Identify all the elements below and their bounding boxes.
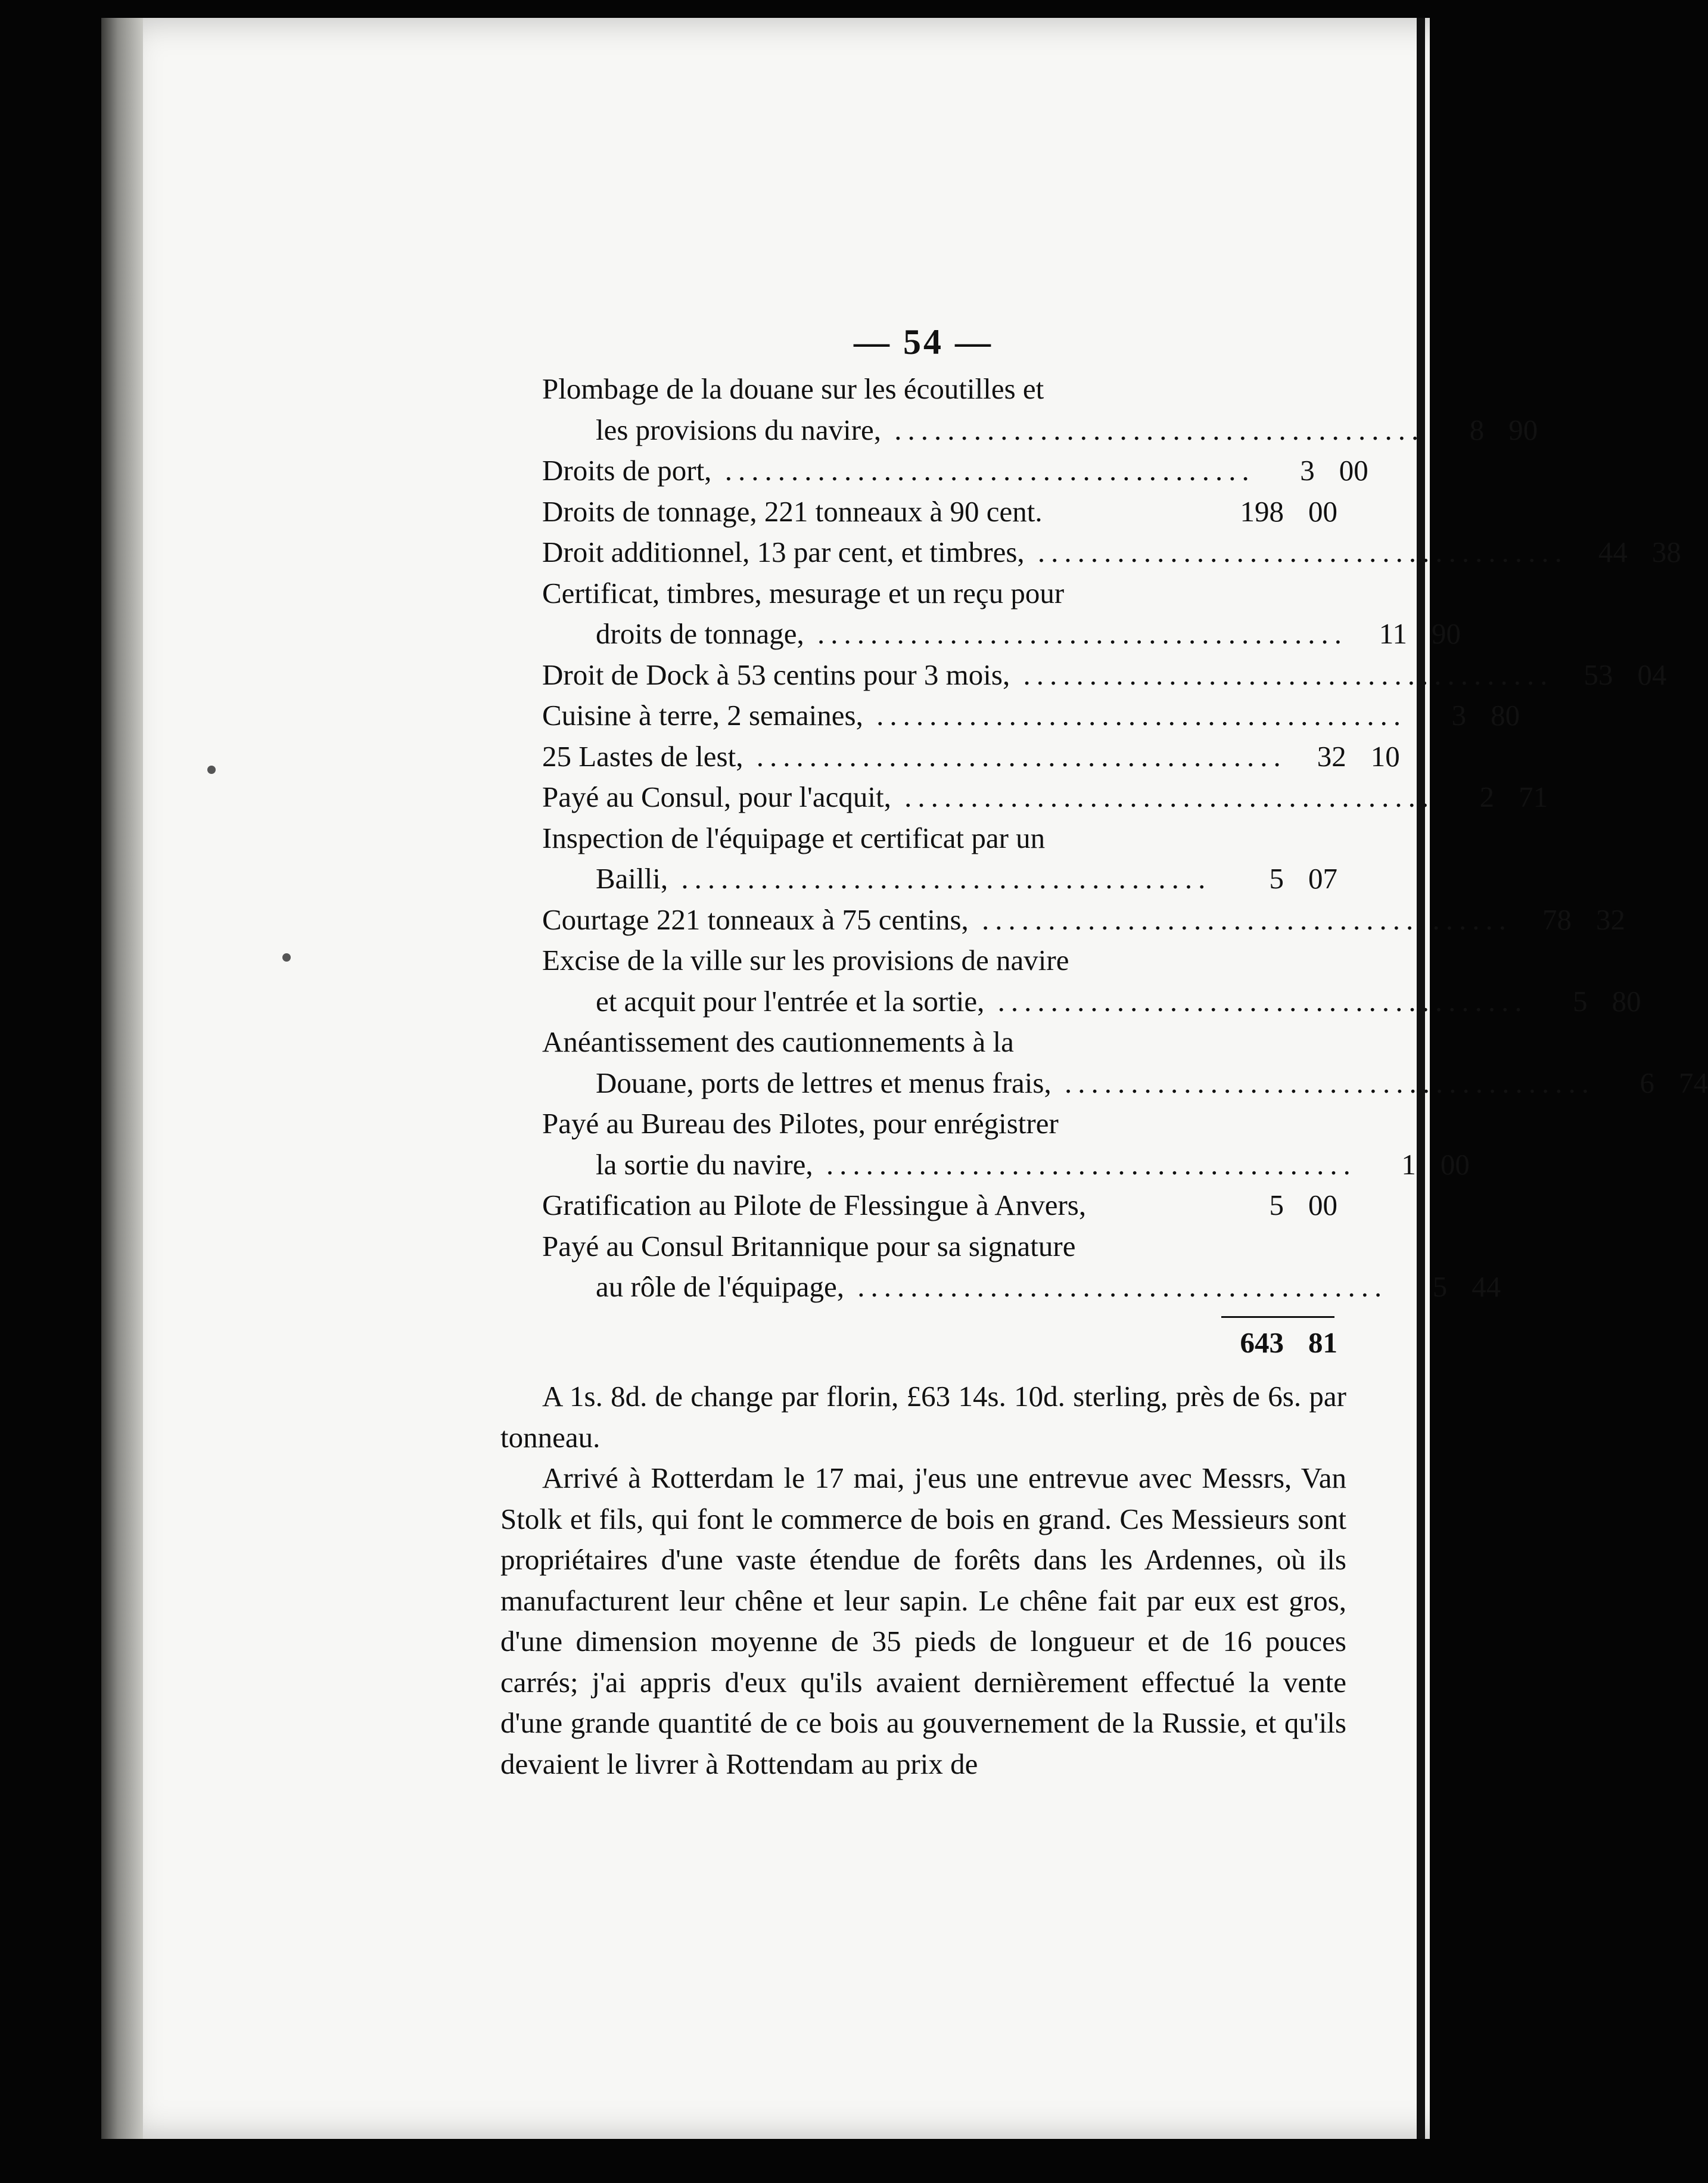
ledger-entry bbox=[542, 492, 1337, 533]
leader-dots: ........................................ bbox=[881, 413, 1425, 446]
amount-major: 6 bbox=[1639, 1066, 1654, 1099]
ledger-entry-text: Anéantissement des cautionnements à la bbox=[542, 1025, 1014, 1058]
amount-major: 3 bbox=[1300, 454, 1315, 487]
amount-major: 44 bbox=[1598, 536, 1628, 568]
ledger-entry bbox=[542, 1185, 1337, 1226]
ledger-entry bbox=[542, 614, 1461, 655]
amount-minor: 90 bbox=[1508, 413, 1538, 446]
ledger-total bbox=[542, 1323, 1337, 1364]
ledger-entry-label bbox=[542, 410, 1424, 451]
ledger-amount bbox=[1528, 981, 1641, 1022]
ledger-amount bbox=[1200, 1185, 1337, 1226]
ledger-amount bbox=[1387, 1267, 1501, 1308]
leader-dots: ........................................ bbox=[804, 617, 1348, 650]
amount-major: 32 bbox=[1317, 739, 1346, 773]
amount-minor: 00 bbox=[1339, 454, 1368, 487]
amount-minor: 44 bbox=[1471, 1270, 1501, 1303]
ledger-entry bbox=[542, 900, 1626, 941]
amount-major: 78 bbox=[1542, 903, 1572, 936]
book-spine-shadow bbox=[101, 18, 143, 2139]
amount-minor: 90 bbox=[1431, 617, 1461, 650]
ledger-entry-line bbox=[542, 940, 1337, 981]
leader-dots: ........................................ bbox=[891, 780, 1435, 813]
ledger-entry-label-text: Droits de port, bbox=[542, 454, 712, 487]
ledger-entry-label-text: Gratification au Pilote de Flessingue à Anvers, bbox=[542, 1189, 1087, 1221]
ledger-entry bbox=[542, 655, 1667, 696]
ledger-entry-label-text: Payé au Consul, pour l'acquit, bbox=[542, 780, 891, 813]
amount-minor: 80 bbox=[1611, 984, 1641, 1018]
ledger-amount bbox=[1211, 859, 1337, 900]
ledger-entry-label bbox=[542, 492, 1200, 533]
ledger-entry-text: Plombage de la douane sur les écoutilles et bbox=[542, 372, 1044, 405]
ledger-entry bbox=[542, 1145, 1470, 1186]
amount-major: 5 bbox=[1269, 862, 1284, 895]
ledger-entry-text: Payé au Consul Britannique pour sa signature bbox=[542, 1229, 1076, 1262]
leader-dots: ........................................ bbox=[813, 1148, 1357, 1181]
ledger-amount bbox=[1255, 450, 1368, 492]
ledger-entry-text: Inspection de l'équipage et certificat par un bbox=[542, 821, 1046, 854]
ledger-entry-label-text: 25 Lastes de lest, bbox=[542, 739, 743, 773]
amount-major: 198 bbox=[1240, 495, 1284, 528]
leader-dots: ........................................ bbox=[1010, 658, 1554, 691]
exchange-paragraph: A 1s. 8d. de change par florin, £63 14s. 10d. sterling, près de 6s. par tonneau. bbox=[500, 1380, 1346, 1454]
ledger-entry-line bbox=[542, 573, 1337, 614]
ledger-entry bbox=[542, 1063, 1708, 1104]
ledger-entry-label bbox=[542, 1063, 1595, 1104]
leader-dots: ........................................ bbox=[984, 984, 1528, 1018]
amount-major: 8 bbox=[1469, 413, 1485, 446]
ledger-entry bbox=[542, 450, 1368, 492]
ledger-entry-label-text: Cuisine à terre, 2 semaines, bbox=[542, 699, 863, 732]
amount-major: 5 bbox=[1432, 1270, 1448, 1303]
ledger-entry-line bbox=[542, 1103, 1337, 1145]
ledger-entry-label bbox=[542, 695, 1407, 736]
ledger-amount bbox=[1287, 736, 1400, 778]
page-number: — 54 — bbox=[854, 322, 993, 362]
ink-speck bbox=[207, 766, 216, 774]
total-amount-minor: 81 bbox=[1308, 1326, 1337, 1359]
amount-minor: 32 bbox=[1596, 903, 1626, 936]
amount-major: 53 bbox=[1583, 658, 1613, 691]
amount-major: 1 bbox=[1401, 1148, 1416, 1181]
ledger-amount bbox=[1424, 410, 1538, 451]
leader-dots: ........................................ bbox=[863, 699, 1407, 732]
rotterdam-paragraph: Arrivé à Rotterdam le 17 mai, j'eus une entrevue avec Messrs, Van Stolk et fils, qui font le commerce de bois en grand. Ces Messieurs sont propriétaires d'une vaste étendue de forêts dans les Ardennes, où ils manufacturent leur chêne et leur sapin. Le chêne fait par eux est gros, d'une dimension moyenne de 35 pieds de longueur et de 16 pouces carrés; j'ai appris d'eux qu'ils avaient dernièrement effectué la vente d'une grande quantité de ce bois au gouvernement de la Russie, et qu'ils devaient le livrer à Rottendam au prix de bbox=[500, 1461, 1346, 1780]
ledger-amount bbox=[1200, 492, 1337, 533]
leader-dots: ........................................ bbox=[968, 903, 1513, 936]
ledger-entry-label bbox=[542, 981, 1528, 1022]
ledger-entry bbox=[542, 981, 1641, 1022]
ledger-entry-label-text: Droit additionnel, 13 par cent, et timbres, bbox=[542, 536, 1025, 568]
ledger-entry-label bbox=[542, 655, 1553, 696]
ledger-entry-label-text: Douane, ports de lettres et menus frais, bbox=[596, 1066, 1051, 1099]
ledger-amount bbox=[1512, 900, 1625, 941]
expense-ledger bbox=[542, 369, 1708, 1308]
ledger-amount bbox=[1407, 695, 1520, 736]
ledger-entry-label bbox=[542, 614, 1348, 655]
total-amount-major: 643 bbox=[1240, 1326, 1284, 1359]
total-rule bbox=[1221, 1316, 1334, 1318]
ledger-entry-text: Certificat, timbres, mesurage et un reçu pour bbox=[542, 576, 1065, 610]
amount-major: 5 bbox=[1573, 984, 1588, 1018]
ledger-entry-label-text: droits de tonnage, bbox=[596, 617, 804, 650]
ledger-entry-label-text: les provisions du navire, bbox=[596, 413, 882, 446]
ledger-entry bbox=[542, 695, 1520, 736]
book-page bbox=[101, 18, 1708, 2139]
ledger-amount bbox=[1435, 777, 1548, 818]
ledger-entry bbox=[542, 777, 1548, 818]
ledger-entry-line bbox=[542, 1226, 1337, 1267]
amount-major: 5 bbox=[1269, 1189, 1284, 1221]
amount-major: 2 bbox=[1479, 780, 1495, 813]
ledger-entry-label bbox=[542, 777, 1435, 818]
leader-dots: ........................................ bbox=[668, 862, 1212, 895]
ledger-amount bbox=[1568, 532, 1681, 573]
ledger-entry-label bbox=[542, 532, 1568, 573]
page-content bbox=[500, 322, 1708, 1784]
amount-minor: 00 bbox=[1440, 1148, 1470, 1181]
amount-minor: 38 bbox=[1651, 536, 1681, 568]
ledger-amount bbox=[1553, 655, 1666, 696]
amount-minor: 00 bbox=[1308, 495, 1337, 528]
amount-minor: 00 bbox=[1308, 1189, 1337, 1221]
ledger-entry-line bbox=[542, 818, 1337, 859]
ledger-entry bbox=[542, 736, 1400, 778]
ledger-entry-label-text: Courtage 221 tonneaux à 75 centins, bbox=[542, 903, 969, 936]
ledger-entry-label bbox=[542, 900, 1512, 941]
leader-dots: ........................................ bbox=[844, 1270, 1388, 1303]
ledger-entry-label bbox=[542, 1185, 1200, 1226]
amount-minor: 04 bbox=[1637, 658, 1667, 691]
ledger-amount bbox=[1348, 614, 1461, 655]
amount-major: 11 bbox=[1379, 617, 1407, 650]
ledger-entry bbox=[542, 532, 1681, 573]
ledger-entry bbox=[542, 1267, 1501, 1308]
ledger-entry-label-text: au rôle de l'équipage, bbox=[596, 1270, 844, 1303]
leader-dots: ........................................ bbox=[1051, 1066, 1595, 1099]
leader-dots: ........................................ bbox=[711, 454, 1255, 487]
amount-minor: 74 bbox=[1678, 1066, 1708, 1099]
ink-speck bbox=[282, 953, 291, 962]
leader-dots: ........................................ bbox=[743, 739, 1287, 773]
ledger-entry-label bbox=[542, 1267, 1387, 1308]
ledger-entry-label bbox=[542, 736, 1287, 778]
amount-major: 3 bbox=[1451, 699, 1467, 732]
ledger-entry-label bbox=[542, 1145, 1357, 1186]
leader-dots: ........................................ bbox=[1024, 536, 1568, 568]
ledger-entry bbox=[542, 859, 1337, 900]
ledger-entry-label bbox=[542, 859, 1211, 900]
amount-minor: 80 bbox=[1491, 699, 1520, 732]
ledger-entry-label bbox=[542, 450, 1255, 492]
ledger-entry-text: Payé au Bureau des Pilotes, pour enrégistrer bbox=[542, 1107, 1059, 1140]
ledger-entry-line bbox=[542, 369, 1337, 410]
ledger-entry bbox=[542, 410, 1538, 451]
ledger-amount bbox=[1595, 1063, 1708, 1104]
ledger-amount bbox=[1357, 1145, 1470, 1186]
amount-minor: 10 bbox=[1370, 739, 1400, 773]
amount-minor: 71 bbox=[1519, 780, 1548, 813]
ledger-entry-text: Excise de la ville sur les provisions de navire bbox=[542, 944, 1069, 977]
ledger-entry-label-text: Droit de Dock à 53 centins pour 3 mois, bbox=[542, 658, 1010, 691]
ledger-entry-label-text: et acquit pour l'entrée et la sortie, bbox=[596, 984, 985, 1018]
ledger-entry-label-text: la sortie du navire, bbox=[596, 1148, 813, 1181]
ledger-entry-line bbox=[542, 1022, 1337, 1063]
ledger-entry-label-text: Droits de tonnage, 221 tonneaux à 90 cent. bbox=[542, 495, 1043, 528]
ledger-entry-label-text: Bailli, bbox=[596, 862, 668, 895]
amount-minor: 07 bbox=[1308, 862, 1337, 895]
